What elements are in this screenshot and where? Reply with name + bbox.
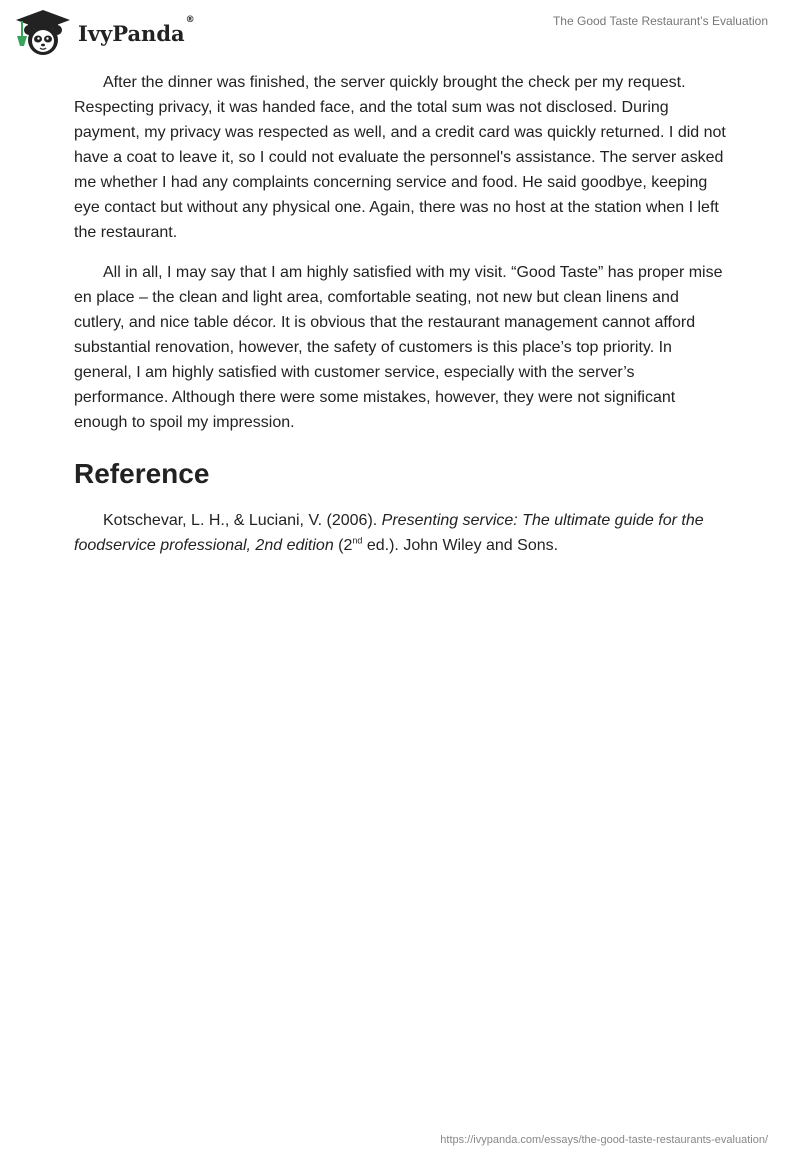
page-header [0, 0, 800, 64]
reference-edition-open: (2 [333, 537, 353, 554]
brand-logo[interactable] [14, 8, 195, 58]
body-paragraph: After the dinner was finished, the server quickly brought the check per my request. Respecting privacy, it was handed face, and the total sum was not disclosed. During payment, my privacy was respected as well, and a credit card was quickly returned. I did not have a coat to leave it, so I could not evaluate the personnel's assistance. The server asked me whether I had any complaints concerning service and food. He said goodbye, keeping eye contact but without any physical one. Again, there was no host at the station when I left the restaurant. [74, 74, 726, 241]
document-title: The Good Taste Restaurant’s Evaluation [552, 14, 768, 28]
reference-edition-sup: nd [352, 535, 363, 546]
reference-authors: Kotschevar, L. H., & Luciani, V. (2006). [103, 512, 382, 529]
reference-publisher: ed.). John Wiley and Sons. [362, 537, 559, 554]
panda-graduate-icon [14, 8, 72, 58]
brand-name: IvyPanda® [78, 14, 195, 46]
essay-content [74, 70, 728, 558]
reference-title: Presenting service: The ultimate guide for the foodservice professional, 2nd edition [74, 512, 704, 554]
reference-heading: Reference [74, 458, 210, 489]
footer-url[interactable]: https://ivypanda.com/essays/the-good-taste-restaurants-evaluation/ [440, 1134, 768, 1146]
body-paragraph: All in all, I may say that I am highly satisfied with my visit. “Good Taste” has proper mise en place – the clean and light area, comfortable seating, not new but clean linens and cutlery, and nice table décor. It is obvious that the restaurant management cannot afford substantial renovation, however, the safety of customers is this place’s top priority. In general, I am highly satisfied with customer service, especially with the server’s performance. Although there were some mistakes, however, they were not significant enough to spoil my impression. [74, 264, 723, 431]
reference-entry [74, 508, 728, 558]
